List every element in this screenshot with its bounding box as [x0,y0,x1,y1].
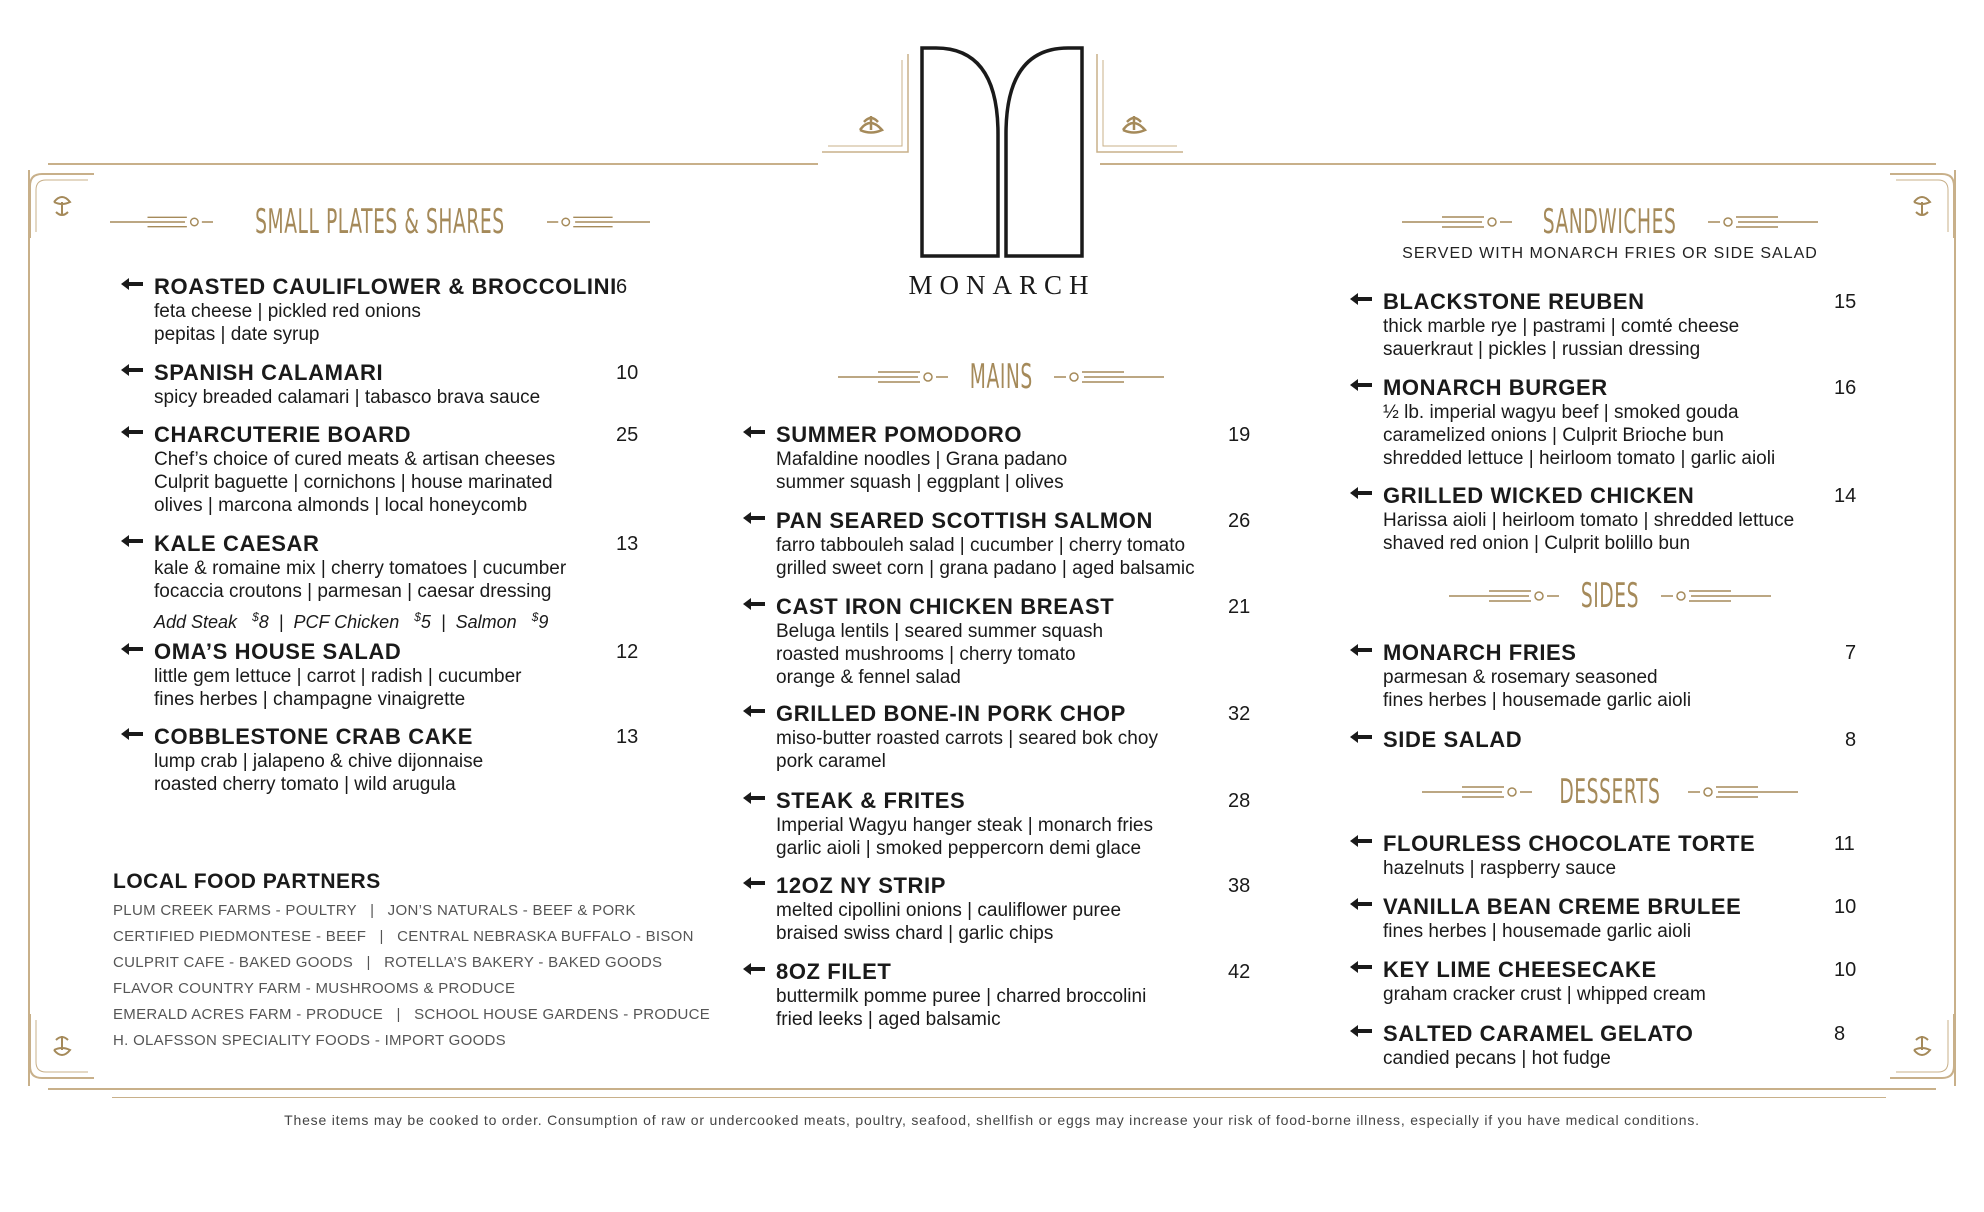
addon-steak-label: Add Steak [154,612,238,632]
header-flourish-right-icon [1688,781,1798,803]
menu-item-price: 26 [1228,510,1251,532]
menu-item-description: sauerkraut | pickles | russian dressing [1383,339,1701,360]
menu-item-price: 11 [1834,833,1855,855]
section-header-sides [1440,574,1780,618]
logo-ornament-right-icon [1095,52,1185,162]
frame-top-right-line [1100,163,1936,165]
arrow-bullet-icon [743,877,765,889]
disclaimer: These items may be cooked to order. Consumption of raw or undercooked meats, poultry, seafood, shellfish or eggs may increase your risk of food-borne illness, especially if you have medical conditions. [284,1112,1700,1128]
menu-item-description: little gem lettuce | carrot | radish | cucumber [154,666,522,687]
arrow-bullet-icon [121,364,143,376]
arrow-bullet-icon [1350,835,1372,847]
partner-line: FLAVOR COUNTRY FARM - MUSHROOMS & PRODUCE [113,980,516,997]
menu-item-description: fried leeks | aged balsamic [776,1009,1001,1030]
currency-sign: $ [252,610,259,624]
monarch-logo-icon [918,44,1086,260]
arrow-bullet-icon [1350,1025,1372,1037]
currency-sign: $ [414,610,421,624]
menu-item-description: ½ lb. imperial wagyu beef | smoked gouda [1383,402,1739,423]
partner-line: EMERALD ACRES FARM - PRODUCE | SCHOOL HOUSE GARDENS - PRODUCE [113,1006,711,1023]
addon-chicken-label: PCF Chicken [293,612,400,632]
arrow-bullet-icon [743,512,765,524]
menu-item-name: OMA’S HOUSE SALAD [154,639,402,664]
menu-item-name: SALTED CARAMEL GELATO [1383,1021,1694,1046]
header-flourish-right-icon [1708,211,1818,233]
menu-item-name: FLOURLESS CHOCOLATE TORTE [1383,831,1756,856]
menu-item [1383,375,1857,470]
menu-item [154,422,639,517]
menu-item-name: GRILLED WICKED CHICKEN [1383,483,1695,508]
header-flourish-left-icon [838,366,948,388]
header-flourish-right-icon [1054,366,1164,388]
menu-item [776,701,1251,773]
menu-item [776,788,1251,860]
menu-item-price: 32 [1228,703,1251,725]
arrow-bullet-icon [1350,961,1372,973]
menu-item-description: spicy breaded calamari | tabasco brava sauce [154,387,541,408]
menu-item-price: 13 [616,533,639,555]
menu-item-description: olives | marcona almonds | local honeycomb [154,495,528,516]
header-flourish-right-icon [547,211,650,233]
header-flourish-right-icon [1661,585,1771,607]
menu-item-price: 10 [616,362,639,384]
menu-item-name: CAST IRON CHICKEN BREAST [776,594,1115,619]
menu-item [154,274,628,346]
menu-item-price: 10 [1834,959,1857,981]
addon-chicken-price: 5 [420,612,431,632]
menu-item [776,959,1251,1031]
menu-item-name: COBBLESTONE CRAB CAKE [154,724,473,749]
menu-item-price: 28 [1228,790,1251,812]
menu-item-price: 25 [616,424,639,446]
menu-item [1383,483,1857,555]
header-flourish-left-icon [1422,781,1532,803]
menu-item-description: fines herbes | champagne vinaigrette [154,689,466,710]
partner-line: H. OLAFSSON SPECIALITY FOODS - IMPORT GOODS [113,1032,506,1049]
partner-line: PLUM CREEK FARMS - POULTRY | JON’S NATURALS - BEEF & PORK [113,902,636,919]
menu-item-description: Harissa aioli | heirloom tomato | shredded lettuce [1383,510,1795,531]
menu-item-description: Mafaldine noodles | Grana padano [776,449,1068,470]
menu-item [154,360,639,409]
menu-item-description: Culprit baguette | cornichons | house marinated [154,472,553,493]
section-title: SANDWICHES [1543,202,1677,242]
menu-item-description: focaccia croutons | parmesan | caesar dressing [154,581,552,602]
menu-item [1383,831,1855,880]
menu-item-description: graham cracker crust | whipped cream [1383,984,1706,1005]
menu-item-description: shaved red onion | Culprit bolillo bun [1383,533,1691,554]
addon-salmon-label: Salmon [455,612,517,632]
partner-line: CULPRIT CAFE - BAKED GOODS | ROTELLA’S BAKERY - BAKED GOODS [113,954,663,971]
menu-item-name: MONARCH BURGER [1383,375,1608,400]
menu-item-price: 38 [1228,875,1251,897]
partners-title: LOCAL FOOD PARTNERS [113,870,381,893]
menu-item-name: KEY LIME CHEESECAKE [1383,957,1657,982]
menu-item [776,873,1251,945]
menu-item-description: Beluga lentils | seared summer squash [776,621,1104,642]
arrow-bullet-icon [1350,644,1372,656]
addon-separator: | [278,612,284,632]
section-header-mains [836,355,1166,399]
menu-item-description: feta cheese | pickled red onions [154,301,421,322]
menu-item-description: fines herbes | housemade garlic aioli [1383,921,1692,942]
brand-name: MONARCH [908,270,1096,300]
menu-item-name: KALE CAESAR [154,531,320,556]
header-flourish-left-icon [1449,585,1559,607]
menu-item-name: ROASTED CAULIFLOWER & BROCCOLINI [154,274,617,299]
menu-item [1383,957,1857,1006]
menu-item-name: STEAK & FRITES [776,788,966,813]
menu-item-description: roasted mushrooms | cherry tomato [776,644,1076,665]
corner-ornament-icon [1886,1010,1956,1080]
arrow-bullet-icon [743,705,765,717]
menu-item-price: 8 [1845,729,1857,751]
addon-steak-price: 8 [258,612,269,632]
menu-item-price: 7 [1845,642,1857,664]
menu-item-description: kale & romaine mix | cherry tomatoes | cucumber [154,558,567,579]
frame-bottom-line [48,1088,1936,1090]
menu-item-price: 6 [616,276,628,298]
menu-item-description: farro tabbouleh salad | cucumber | cherry tomato [776,535,1186,556]
arrow-bullet-icon [1350,379,1372,391]
salad-addons [154,610,548,633]
frame-bottom-inner-line [112,1097,1886,1098]
arrow-bullet-icon [743,792,765,804]
menu-item [1383,289,1857,361]
arrow-bullet-icon [121,426,143,438]
header-flourish-left-icon [110,211,213,233]
frame-right-line [1954,170,1956,1086]
corner-ornament-icon [28,1010,98,1080]
menu-item-price: 19 [1228,424,1251,446]
menu-item [776,594,1251,689]
menu-item [1383,640,1857,712]
menu-item [154,531,639,603]
corner-ornament-icon [1886,172,1956,242]
currency-sign: $ [531,610,539,624]
arrow-bullet-icon [121,728,143,740]
section-title: DESSERTS [1559,772,1661,812]
frame-top-left-line [48,163,818,165]
partner-line: CERTIFIED PIEDMONTESE - BEEF | CENTRAL NEBRASKA BUFFALO - BISON [113,928,694,945]
arrow-bullet-icon [1350,487,1372,499]
arrow-bullet-icon [743,598,765,610]
menu-item-description: roasted cherry tomato | wild arugula [154,774,456,795]
corner-ornament-icon [28,172,98,242]
logo-ornament-left-icon [820,52,910,162]
menu-item-price: 16 [1834,377,1857,399]
section-title: MAINS [969,357,1033,397]
menu-item-price: 15 [1834,291,1857,313]
menu-item [154,639,639,711]
menu-item-description: thick marble rye | pastrami | comté cheese [1383,316,1740,337]
menu-item-name: 8OZ FILET [776,959,892,984]
menu-item [1383,1021,1846,1070]
sandwiches-subtitle: SERVED WITH MONARCH FRIES OR SIDE SALAD [1402,245,1818,262]
menu-item-name: SUMMER POMODORO [776,422,1023,447]
local-partners [113,870,710,1054]
menu-item-description: orange & fennel salad [776,667,961,688]
menu-item [776,508,1251,580]
menu-item-description: fines herbes | housemade garlic aioli [1383,690,1692,711]
menu-item-description: pepitas | date syrup [154,324,320,345]
menu-item-name: SPANISH CALAMARI [154,360,384,385]
addon-salmon-price: 9 [538,612,549,632]
menu-item-description: lump crab | jalapeno & chive dijonnaise [154,751,484,772]
section-title: SMALL PLATES & SHARES [255,202,505,242]
arrow-bullet-icon [121,535,143,547]
menu-item-price: 13 [616,726,639,748]
menu-item-description: parmesan & rosemary seasoned [1383,667,1658,688]
section-header-desserts [1420,770,1800,814]
menu-item-description: summer squash | eggplant | olives [776,472,1064,493]
menu-item-description: melted cipollini onions | cauliflower puree [776,900,1122,921]
menu-item-name: BLACKSTONE REUBEN [1383,289,1645,314]
arrow-bullet-icon [1350,898,1372,910]
menu-item-name: PAN SEARED SCOTTISH SALMON [776,508,1153,533]
arrow-bullet-icon [121,643,143,655]
menu-item-description: candied pecans | hot fudge [1383,1048,1611,1069]
menu-item-description: grilled sweet corn | grana padano | aged balsamic [776,558,1195,579]
menu-item-name: MONARCH FRIES [1383,640,1577,665]
menu-item-description: garlic aioli | smoked peppercorn demi glace [776,838,1142,859]
arrow-bullet-icon [121,278,143,290]
menu-item-description: braised swiss chard | garlic chips [776,923,1054,944]
menu-item-price: 10 [1834,896,1857,918]
menu-item-name: SIDE SALAD [1383,727,1523,752]
menu-item-description: Imperial Wagyu hanger steak | monarch fries [776,815,1154,836]
menu-item-name: VANILLA BEAN CREME BRULEE [1383,894,1742,919]
menu-item-price: 12 [616,641,639,663]
arrow-bullet-icon [1350,293,1372,305]
arrow-bullet-icon [743,963,765,975]
menu-item-price: 8 [1834,1023,1846,1045]
menu-item-description: pork caramel [776,751,886,772]
frame-left-line [28,170,30,1086]
menu-item [154,724,639,796]
menu-item [1383,727,1857,753]
menu-item-price: 21 [1228,596,1251,618]
menu-item [1383,894,1857,943]
menu-item-description: caramelized onions | Culprit Brioche bun [1383,425,1724,446]
menu-item-name: 12OZ NY STRIP [776,873,946,898]
menu-item-description: Chef’s choice of cured meats & artisan cheeses [154,449,556,470]
menu-item-description: hazelnuts | raspberry sauce [1383,858,1617,879]
menu-item-description: miso-butter roasted carrots | seared bok choy [776,728,1158,749]
menu-item-name: GRILLED BONE-IN PORK CHOP [776,701,1126,726]
addon-separator: | [440,612,446,632]
menu-item [776,422,1251,494]
section-header-small-plates [110,200,650,244]
menu-item-price: 14 [1834,485,1857,507]
menu-item-name: CHARCUTERIE BOARD [154,422,412,447]
header-flourish-left-icon [1402,211,1512,233]
section-title: SIDES [1580,576,1640,616]
menu-item-price: 42 [1228,961,1251,983]
menu-item-description: shredded lettuce | heirloom tomato | garlic aioli [1383,448,1776,469]
menu-item-description: buttermilk pomme puree | charred broccolini [776,986,1147,1007]
section-header-sandwiches [1400,200,1820,244]
arrow-bullet-icon [1350,731,1372,743]
arrow-bullet-icon [743,426,765,438]
